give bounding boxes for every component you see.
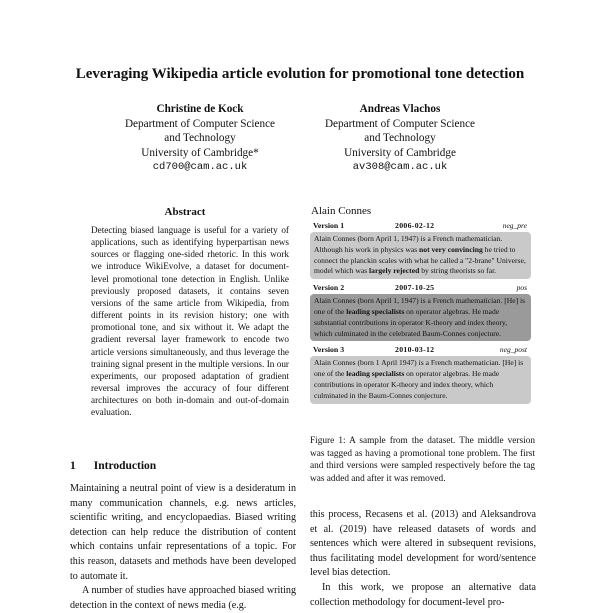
paragraph: A number of studies have approached biased writing detection in the context of news media (e.g. xyxy=(70,585,296,611)
highlighted-phrase: largely rejected xyxy=(369,266,420,276)
intro-text-left xyxy=(70,482,296,613)
version-header xyxy=(310,220,531,232)
text-span: by string theorists so far. xyxy=(419,266,497,276)
paragraph: In this work, we propose an alternative data collection methodology for document-level pro- xyxy=(310,581,536,608)
figure-caption: Figure 1: A sample from the dataset. The middle version was tagged as having a promotional tone problem. The first and third versions were sampled respectively before the tag was added and after it was removed. xyxy=(310,436,535,484)
section-number: 1 xyxy=(70,460,76,472)
section-title: Introduction xyxy=(93,460,157,472)
paragraph: Maintaining a neutral point of view is a desideratum in many communication channels, e.g. news articles, scientific writing, and encyclopaedias. Biased writing detection can help reduce the distribution of content which contains unfair representations of a topic. For this reason, datasets and methods have been developed to automate it. xyxy=(70,483,296,582)
text-span: he tried to connect the planckin scales with what he called a "2-brane" Universe, model which was xyxy=(314,244,526,276)
author-affiliation: and Technology xyxy=(364,132,436,144)
section-heading xyxy=(70,460,156,472)
version-text xyxy=(310,294,531,341)
author-block-2 xyxy=(285,102,515,175)
text-span: Alain Connes (born April 1, 1947) is a French mathematician. [He] is one of the xyxy=(314,296,526,316)
version-tag: neg_pre xyxy=(502,221,527,230)
author-email: av308@cam.ac.uk xyxy=(352,161,448,173)
author-affiliation: Department of Computer Science xyxy=(324,117,476,130)
version-date: 2007-10-25 xyxy=(395,283,435,293)
highlighted-phrase: leading specialists xyxy=(346,306,405,316)
version-tag: pos xyxy=(516,283,527,293)
author-name: Christine de Kock xyxy=(156,103,244,115)
author-name: Andreas Vlachos xyxy=(359,103,441,115)
version-label: Version 3 xyxy=(313,345,345,355)
text-span: Alain Connes (born 1 April 1947) is a French mathematician. [He] is one of the xyxy=(314,358,524,379)
author-affiliation: and Technology xyxy=(164,132,236,144)
version-date: 2010-03-12 xyxy=(395,345,435,355)
version-block xyxy=(310,282,531,341)
version-header xyxy=(310,344,531,356)
abstract-text: Detecting biased language is useful for a variety of applications, such as identifying hyperpartisan news sources or flagging one-sided rhetoric. In this work we introduce WikiEvolve, a dataset for document-level promotional tone detection in English. Unlike previously proposed datasets, it contains seven versions of the same article from Wikipedia, from different points in its revision history; one with promotional tone, and six without it. We adapt the gradient reversal layer framework to encode two article versions simultaneously, and thus leverage the training signal present in the multiple versions. In our experiments, our proposed adaptation of gradient reversal improves the accuracy of four different architectures on both in-domain and out-of-domain evaluation. xyxy=(91,225,289,418)
version-date: 2006-02-12 xyxy=(395,221,435,230)
author-affiliation: Department of Computer Science xyxy=(124,117,276,130)
version-label: Version 1 xyxy=(313,221,345,230)
version-list xyxy=(310,220,531,404)
figure-1 xyxy=(310,205,531,407)
figure-article-title: Alain Connes xyxy=(311,205,372,217)
highlighted-phrase: leading specialists xyxy=(346,369,405,379)
version-text xyxy=(310,356,531,403)
author-block-1 xyxy=(85,102,315,175)
version-label: Version 2 xyxy=(313,283,345,293)
version-block xyxy=(310,344,531,403)
paper-title: Leveraging Wikipedia article evolution for promotional tone detection xyxy=(75,66,525,82)
text-span: on operator algebras. He made contributions in operator K-theory and index theory, which culminated in the Baum-Connes conjecture. xyxy=(314,369,500,400)
abstract-heading: Abstract xyxy=(164,206,206,218)
author-email: cd700@cam.ac.uk xyxy=(152,161,248,173)
version-block xyxy=(310,220,531,279)
paragraph: this process, Recasens et al. (2013) and Aleksandrova et al. (2019) have released datasets of words and sentences which were altered in subsequent revisions, thus facilitating model development for word/sentence level bias detection. xyxy=(310,509,536,579)
version-text xyxy=(310,232,531,279)
author-affiliation: University of Cambridge* xyxy=(141,146,259,159)
text-span: on operator algebras. He made substantial contributions in operator K-theory and index theory, which culminated in the celebrated Baum-Connes conjecture. xyxy=(314,306,508,338)
text-span: Alain Connes (born April 1, 1947) is a French mathematician. Although his work in physics was xyxy=(314,234,503,254)
body-text-right xyxy=(310,508,536,610)
author-affiliation: University of Cambridge xyxy=(344,146,456,159)
version-tag: neg_post xyxy=(499,345,527,355)
version-header xyxy=(310,282,531,294)
highlighted-phrase: not very convincing xyxy=(419,244,483,254)
